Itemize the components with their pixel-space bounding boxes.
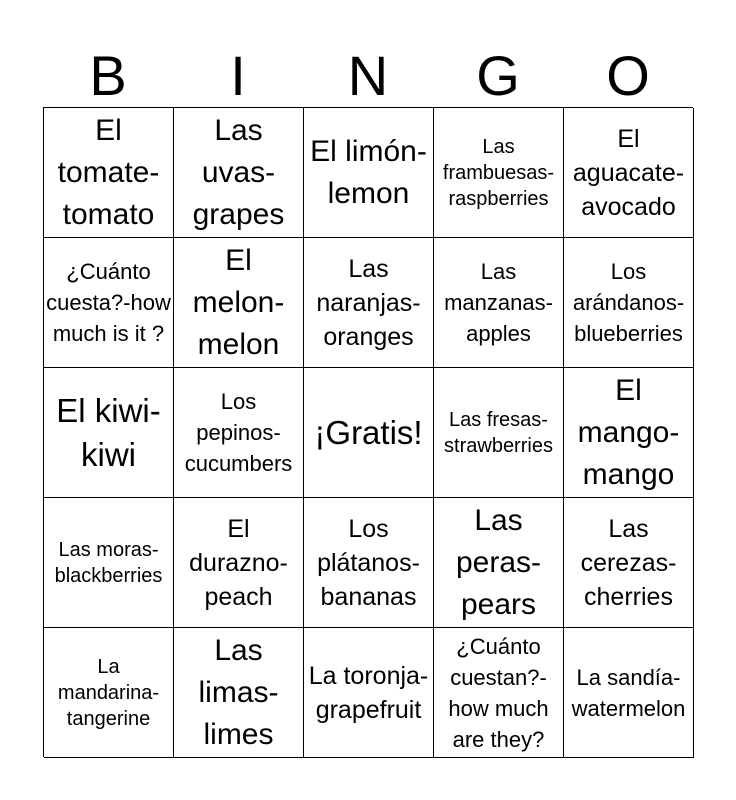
cell-label: ¿Cuánto cuestan?-how much are they?	[448, 633, 549, 752]
bingo-cell[interactable]	[304, 628, 434, 758]
bingo-cell[interactable]	[44, 628, 174, 758]
cell-label: Las uvas-grapes	[192, 113, 285, 231]
bingo-cell[interactable]	[434, 108, 564, 238]
cell-label: Las cerezas-cherries	[580, 514, 677, 611]
cell-label: El aguacate-avocado	[572, 124, 685, 221]
cell-label: Las naranjas-oranges	[316, 254, 421, 351]
bingo-cell[interactable]	[564, 368, 694, 498]
cell-label: El kiwi-kiwi	[56, 391, 161, 473]
bingo-cell[interactable]	[434, 368, 564, 498]
bingo-cell[interactable]	[174, 368, 304, 498]
bingo-cell[interactable]	[434, 628, 564, 758]
header-letter-o: O	[606, 44, 650, 107]
bingo-cell[interactable]	[564, 498, 694, 628]
bingo-header	[43, 40, 693, 108]
free-space-cell[interactable]	[304, 368, 434, 498]
bingo-cell[interactable]	[304, 108, 434, 238]
bingo-cell[interactable]	[174, 498, 304, 628]
cell-label: ¿Cuánto cuesta?-how much is it ?	[46, 259, 171, 346]
bingo-cell[interactable]	[564, 238, 694, 368]
cell-label: Los pepinos-cucumbers	[184, 389, 293, 476]
bingo-cell[interactable]	[44, 368, 174, 498]
bingo-cell[interactable]	[44, 238, 174, 368]
bingo-cell[interactable]	[174, 108, 304, 238]
bingo-cell[interactable]	[434, 498, 564, 628]
cell-label: Las fresas-strawberries	[444, 408, 553, 457]
cell-label: La mandarina-tangerine	[57, 655, 160, 730]
bingo-cell[interactable]	[564, 108, 694, 238]
cell-label: Las limas-limes	[198, 633, 279, 751]
cell-label: La toronja-grapefruit	[308, 661, 429, 724]
cell-label: Las moras-blackberries	[54, 538, 163, 587]
header-letter-n: N	[347, 44, 389, 107]
cell-label: Las frambuesas-raspberries	[442, 135, 555, 210]
cell-label: Las manzanas-apples	[444, 259, 553, 346]
header-letter-i: I	[230, 44, 246, 107]
header-letter-g: G	[476, 44, 520, 107]
cell-label: El mango-mango	[577, 373, 680, 491]
free-space-label: ¡Gratis!	[314, 413, 423, 451]
bingo-cell[interactable]	[44, 108, 174, 238]
cell-label: El tomate-tomato	[57, 113, 160, 231]
bingo-board	[43, 107, 693, 757]
bingo-cell[interactable]	[174, 628, 304, 758]
cell-label: La sandía-watermelon	[571, 664, 686, 721]
bingo-cell[interactable]	[434, 238, 564, 368]
cell-label: Los plátanos-bananas	[317, 514, 420, 611]
bingo-cell[interactable]	[304, 498, 434, 628]
cell-label: El durazno-peach	[189, 514, 288, 611]
bingo-cell[interactable]	[564, 628, 694, 758]
header-letter-b: B	[89, 44, 127, 107]
cell-label: Las peras-pears	[455, 503, 542, 621]
cell-label: El limón-lemon	[310, 134, 427, 210]
cell-label: El melon-melon	[192, 243, 285, 361]
bingo-cell[interactable]	[174, 238, 304, 368]
bingo-cell[interactable]	[44, 498, 174, 628]
bingo-cell[interactable]	[304, 238, 434, 368]
cell-label: Los arándanos-blueberries	[572, 259, 685, 346]
